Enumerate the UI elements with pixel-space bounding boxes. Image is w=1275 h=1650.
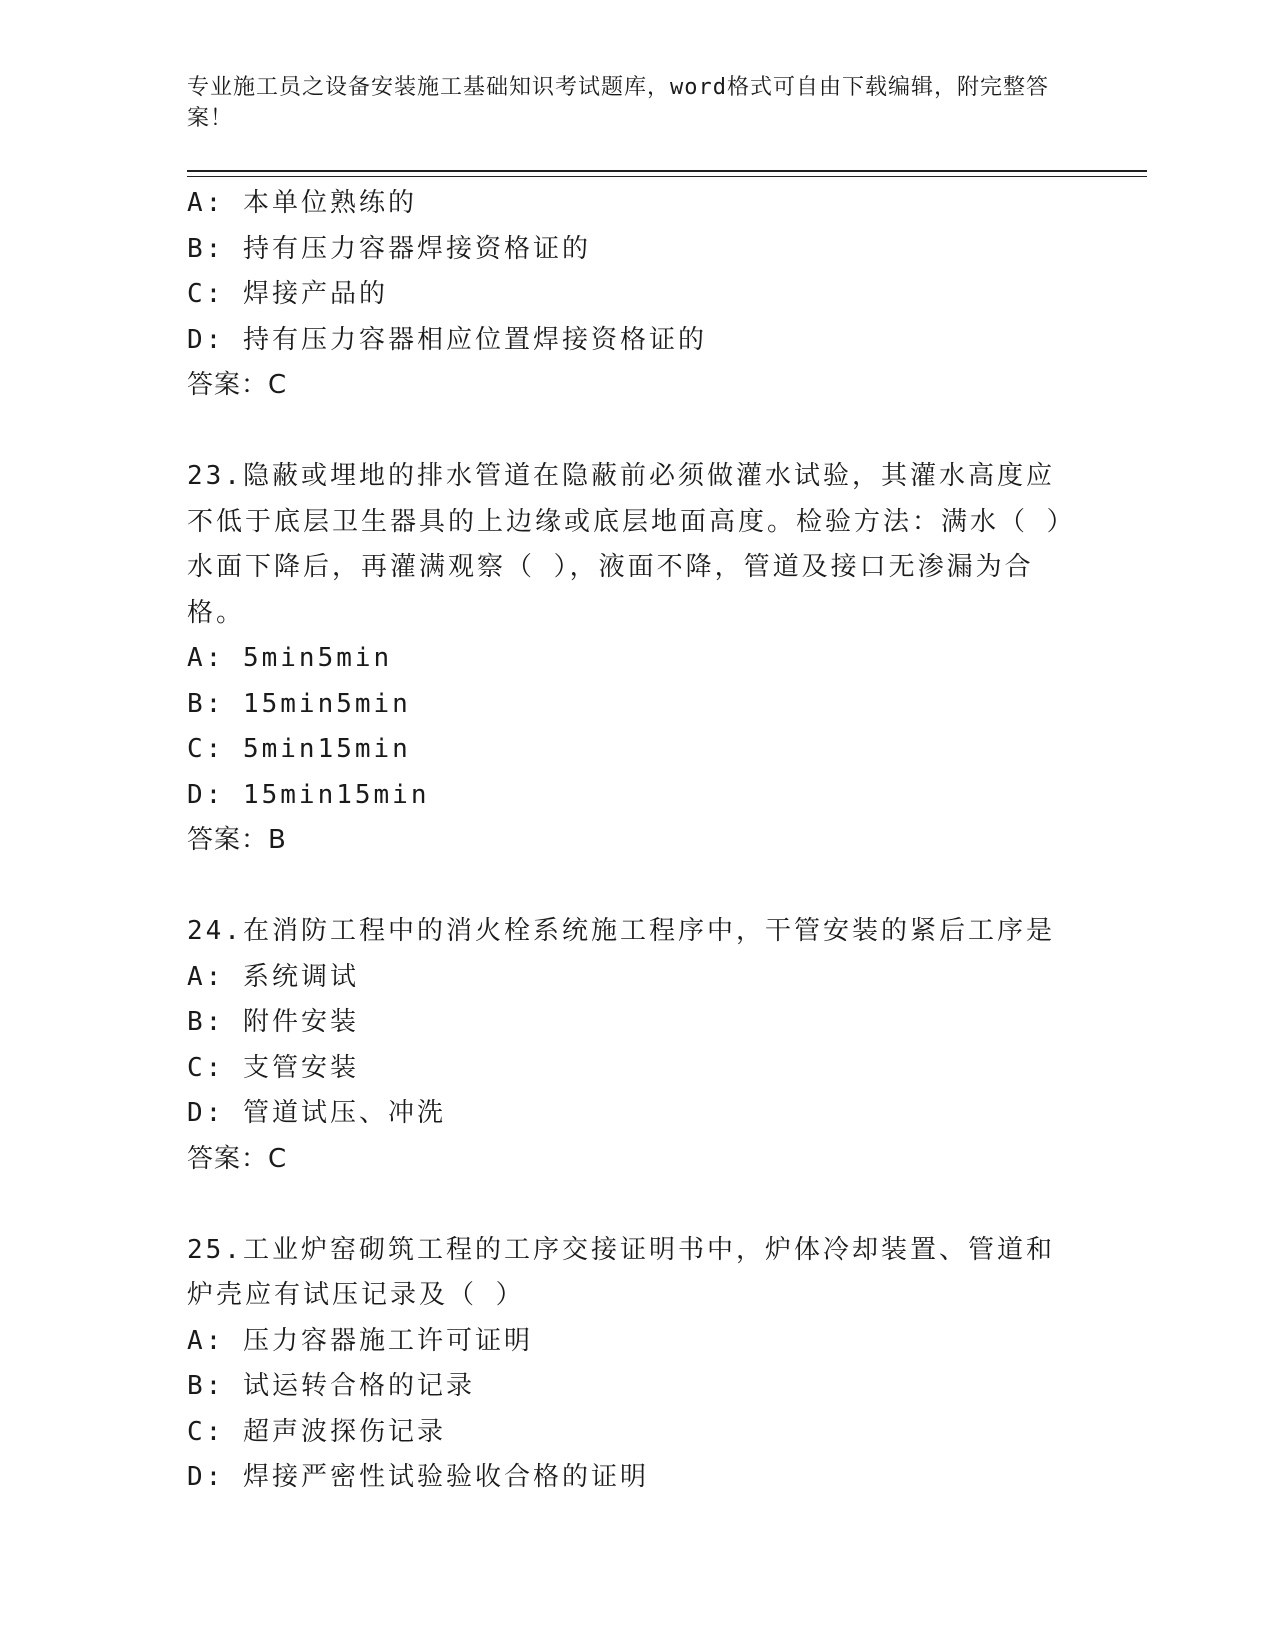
question-block [187,181,1147,409]
question-stem: 23.隐蔽或埋地的排水管道在隐蔽前必须做灌水试验，其灌水高度应不低于底层卫生器具的上边缘或底层地面高度。检验方法：满水（ ）水面下降后，再灌满观察（ ），液面不降，管道及接口无渗漏为合格。 [187,461,1063,628]
option-b: B: 15min5min [187,688,411,719]
header-divider [187,170,1147,177]
option-d: D: 15min15min [187,779,430,810]
option-d: D: 管道试压、冲洗 [187,1098,446,1128]
option-c: C: 支管安装 [187,1052,359,1083]
spacer [187,1182,1147,1228]
option-a: A: 压力容器施工许可证明 [187,1325,533,1356]
spacer [187,864,1147,910]
option-c: C: 超声波探伤记录 [187,1416,446,1447]
option-b: B: 试运转合格的记录 [187,1371,475,1401]
option-a: A: 本单位熟练的 [187,188,417,218]
document-page [187,72,1147,1501]
question-block [187,1228,1147,1501]
option-a: A: 5min5min [187,643,393,673]
question-block [187,909,1147,1182]
option-b: B: 持有压力容器焊接资格证的 [187,233,591,264]
spacer [187,409,1147,455]
question-stem: 25.工业炉窑砌筑工程的工序交接证明书中，炉体冷却装置、管道和炉壳应有试压记录及（ ） [187,1234,1055,1310]
document-header: 专业施工员之设备安装施工基础知识考试题库，word格式可自由下载编辑，附完整答案！ [187,75,1049,131]
answer-line: 答案：C [187,1143,288,1174]
question-stem: 24.在消防工程中的消火栓系统施工程序中，干管安装的紧后工序是 [187,916,1055,946]
option-c: C: 焊接产品的 [187,279,388,309]
answer-line: 答案：C [187,370,288,400]
question-block [187,454,1147,864]
option-d: D: 持有压力容器相应位置焊接资格证的 [187,324,707,355]
option-c: C: 5min15min [187,734,411,764]
answer-line: 答案：B [187,825,287,855]
option-d: D: 焊接严密性试验验收合格的证明 [187,1462,649,1492]
option-a: A: 系统调试 [187,961,359,992]
option-b: B: 附件安装 [187,1007,359,1037]
